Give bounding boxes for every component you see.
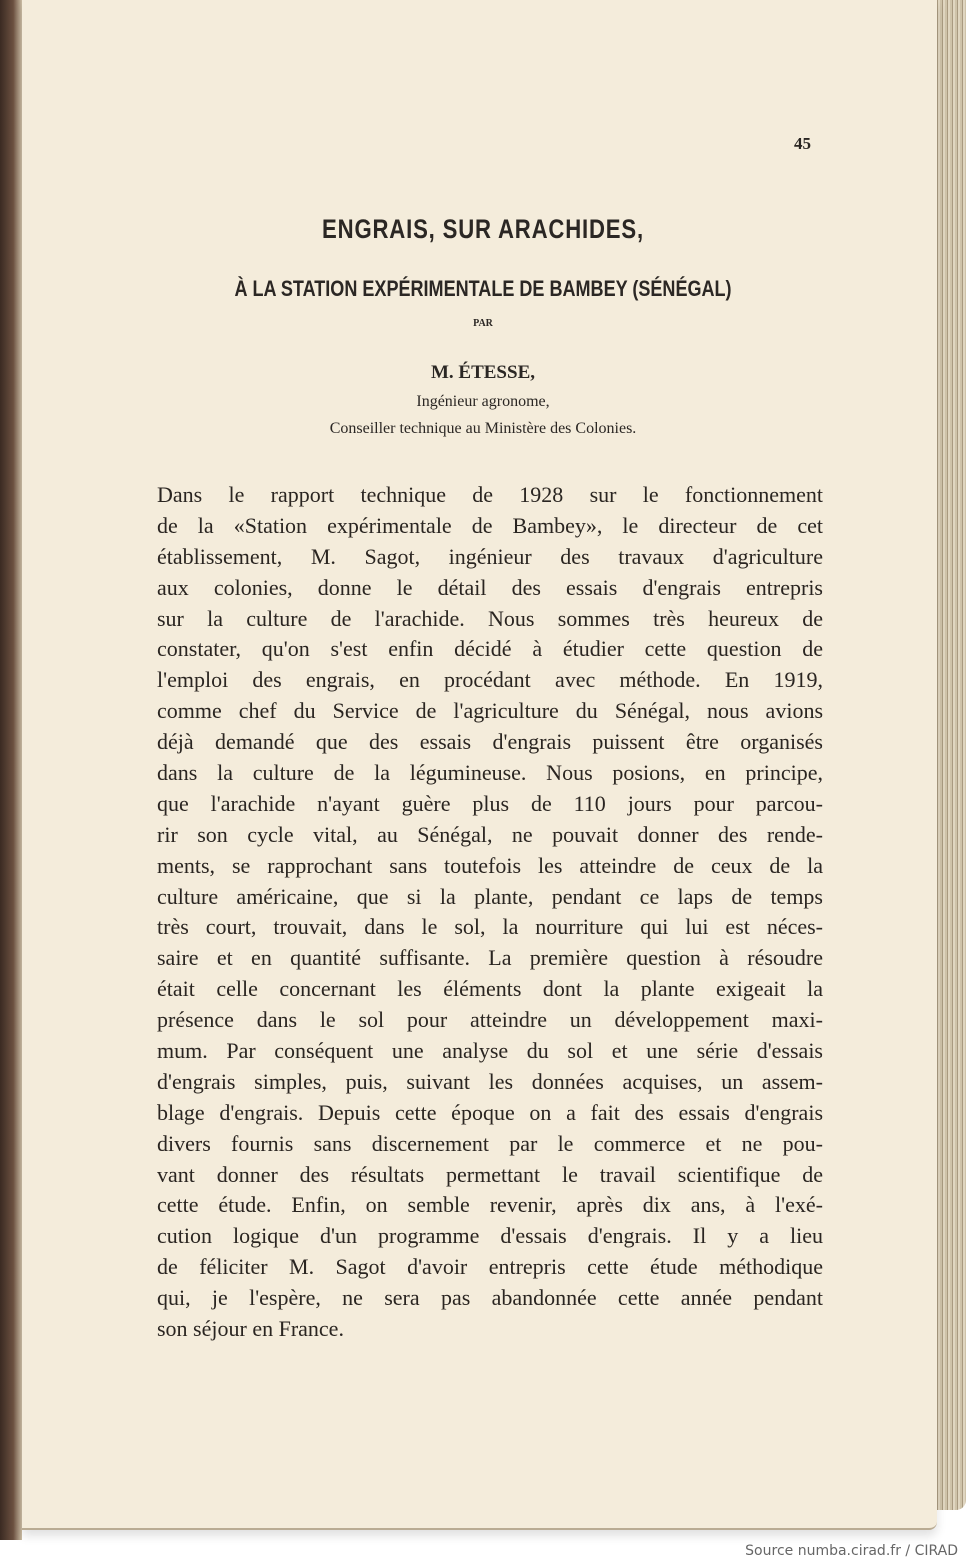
book-page bbox=[22, 0, 937, 1530]
text-line: culture américaine, que si la plante, pendant ce laps de temps bbox=[157, 883, 823, 909]
text-line: ments, se rapprochant sans toutefois les atteindre de ceux de la bbox=[157, 852, 823, 878]
text-line: déjà demandé que des essais d'engrais puissent être organisés bbox=[157, 729, 823, 755]
text-line: présence dans le sol pour atteindre un développement maxi- bbox=[157, 1007, 823, 1033]
text-line: cution logique d'un programme d'essais d'engrais. Il y a lieu bbox=[157, 1223, 823, 1249]
text-line: très court, trouvait, dans le sol, la nourriture qui lui est néces- bbox=[157, 914, 823, 940]
text-line: rir son cycle vital, au Sénégal, ne pouvait donner des rende- bbox=[157, 821, 823, 847]
body-paragraph bbox=[157, 480, 823, 1345]
text-line: cette étude. Enfin, on semble revenir, après dix ans, à l'exé- bbox=[157, 1192, 823, 1218]
text-line: vant donner des résultats permettant le travail scientifique de bbox=[157, 1161, 823, 1187]
source-credit: Source numba.cirad.fr / CIRAD bbox=[745, 1543, 958, 1559]
text-line: l'emploi des engrais, en procédant avec méthode. En 1919, bbox=[157, 667, 823, 693]
text-line: mum. Par conséquent une analyse du sol et une série d'essais bbox=[157, 1038, 823, 1064]
text-line: blage d'engrais. Depuis cette époque on a fait des essais d'engrais bbox=[157, 1099, 823, 1125]
text-line: de féliciter M. Sagot d'avoir entrepris cette étude méthodique bbox=[157, 1254, 823, 1280]
text-line: dans la culture de la légumineuse. Nous posions, en principe, bbox=[157, 760, 823, 786]
by-label: PAR bbox=[473, 318, 493, 329]
text-line: que l'arachide n'ayant guère plus de 110 jours pour parcou- bbox=[157, 790, 823, 816]
text-line: d'engrais simples, puis, suivant les données acquises, un assem- bbox=[157, 1068, 823, 1094]
author-role: Ingénieur agronome, bbox=[416, 393, 550, 410]
text-line: saire et en quantité suffisante. La première question à résoudre bbox=[157, 945, 823, 971]
text-line: sur la culture de l'arachide. Nous sommes très heureux de bbox=[157, 605, 823, 631]
text-line: Dans le rapport technique de 1928 sur le fonctionnement bbox=[157, 482, 823, 507]
text-line: comme chef du Service de l'agriculture du Sénégal, nous avions bbox=[157, 698, 823, 724]
page-number: 45 bbox=[794, 134, 811, 153]
text-line: était celle concernant les éléments dont la plante exigeait la bbox=[157, 976, 823, 1002]
article-subtitle: À LA STATION EXPÉRIMENTALE DE BAMBEY (SÉNÉGAL) bbox=[234, 276, 732, 301]
text-line: constater, qu'on s'est enfin décidé à étudier cette question de bbox=[157, 636, 823, 662]
author-affiliation: Conseiller technique au Ministère des Colonies. bbox=[329, 420, 637, 437]
text-line: divers fournis sans discernement par le commerce et ne pou- bbox=[157, 1130, 823, 1156]
article-title: ENGRAIS, SUR ARACHIDES, bbox=[322, 214, 644, 244]
text-line: établissement, M. Sagot, ingénieur des travaux d'agriculture bbox=[157, 543, 823, 569]
text-line: qui, je l'espère, ne sera pas abandonnée cette année pendant bbox=[157, 1285, 823, 1311]
text-line: son séjour en France. bbox=[157, 1316, 344, 1342]
book-binding bbox=[0, 0, 22, 1540]
text-line: aux colonies, donne le détail des essais d'engrais entrepris bbox=[157, 574, 823, 600]
text-line: de la «Station expérimentale de Bambey», le directeur de cet bbox=[157, 512, 823, 538]
author-name: M. ÉTESSE, bbox=[430, 362, 535, 383]
